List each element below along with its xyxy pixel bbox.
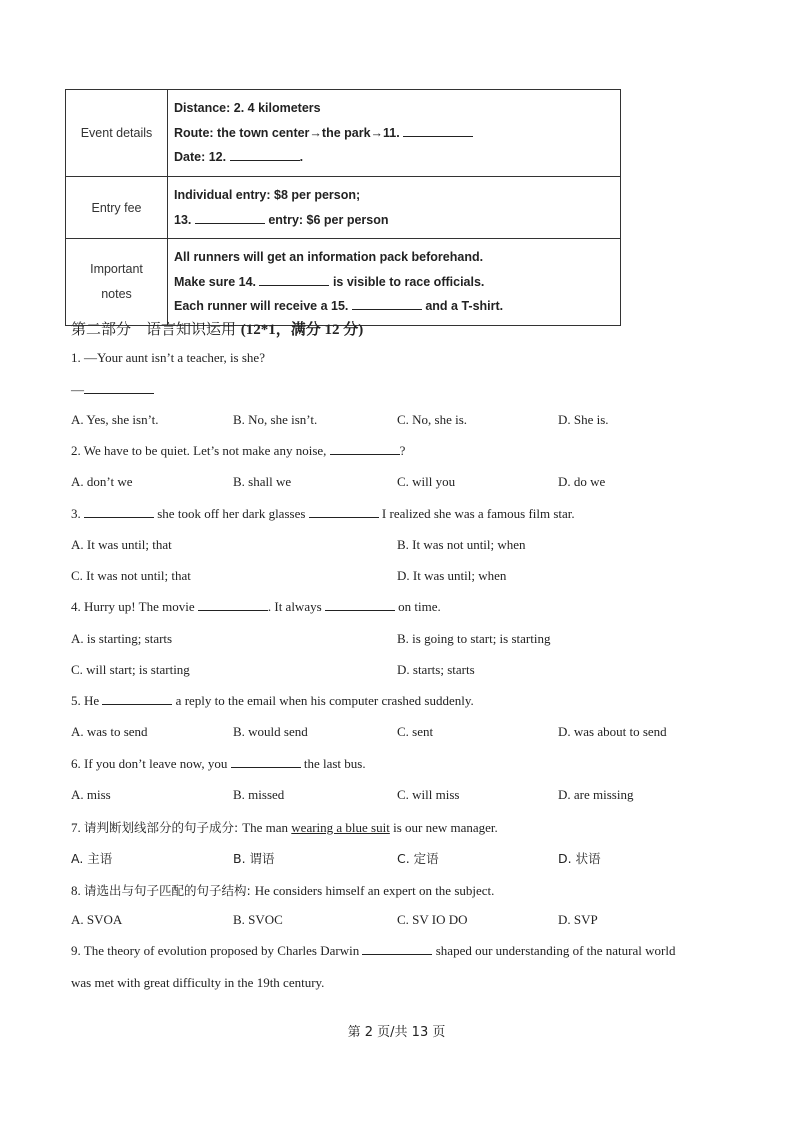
row-label: Important notes [66,239,168,326]
option-a[interactable]: A. miss [71,787,111,802]
option-d[interactable]: D. It was until; when [397,568,507,583]
option-b[interactable]: B. missed [233,787,285,802]
option-b[interactable]: B. is going to start; is starting [397,631,551,646]
option-c[interactable]: C. It was not until; that [71,568,191,583]
row-label: Entry fee [66,177,168,239]
table-line: Individual entry: $8 per person; [174,188,361,202]
question-3-stem: 3. she took off her dark glasses I realized she was a famous film star. [71,506,575,521]
question-5-stem: 5. He a reply to the email when his computer crashed suddenly. [71,693,474,708]
question-4-stem: 4. Hurry up! The movie . It always on time. [71,599,441,614]
answer-blank[interactable] [325,599,395,611]
question-9-stem: 9. The theory of evolution proposed by Charles Darwin shaped our understanding of the natural world [71,943,676,958]
row-content [168,90,621,177]
option-c[interactable]: C. will miss [397,787,460,802]
option-c[interactable]: C. SV IO DO [397,912,468,927]
table-line: Route: the town center→the park→11. [174,121,614,146]
option-a[interactable]: A. was to send [71,724,148,739]
option-c[interactable]: C. will you [397,474,456,489]
option-b[interactable]: B. It was not until; when [397,537,526,552]
answer-blank[interactable] [231,756,301,768]
option-d[interactable]: D. starts; starts [397,662,475,677]
answer-blank[interactable] [309,506,379,518]
option-d[interactable]: D. She is. [558,412,609,427]
option-d[interactable]: D. are missing [558,787,634,802]
question-9-stem-line2: was met with great difficulty in the 19th century. [71,975,325,990]
option-a[interactable]: A. don’t we [71,474,133,489]
option-b[interactable]: B. No, she isn’t. [233,412,318,427]
table-line: Distance: 2. 4 kilometers [174,101,321,116]
answer-blank[interactable] [362,943,432,955]
option-b[interactable]: B. 谓语 [233,851,275,866]
option-b[interactable]: B. shall we [233,474,292,489]
row-label: Event details [66,90,168,177]
section-heading: 第二部分 语言知识运用 (12*1，满分 12 分) [71,320,364,338]
option-d[interactable]: D. do we [558,474,606,489]
option-c[interactable]: C. 定语 [397,851,439,866]
row-content [168,239,621,326]
table-row [66,90,621,177]
option-a[interactable]: A. SVOA [71,912,123,927]
option-a[interactable]: A. Yes, she isn’t. [71,412,159,427]
answer-blank-15[interactable] [352,298,422,310]
option-a[interactable]: A. is starting; starts [71,631,173,646]
answer-blank[interactable] [84,506,154,518]
row-content [168,177,621,239]
underlined-phrase: wearing a blue suit [291,820,390,835]
option-d[interactable]: D. 状语 [558,851,601,866]
table-line: Date: 12. . [174,150,304,165]
option-b[interactable]: B. SVOC [233,912,283,927]
answer-blank[interactable] [84,382,154,394]
table-line: Make sure 14. is visible to race officials. [174,274,485,289]
table-row [66,177,621,239]
option-a[interactable]: A. It was until; that [71,537,172,552]
answer-blank[interactable] [198,599,268,611]
question-1-stem: 1. —Your aunt isn’t a teacher, is she? [71,350,265,365]
answer-blank-13[interactable] [195,212,265,224]
answer-blank-14[interactable] [259,274,329,286]
question-8-stem: 8. 请选出与句子匹配的句子结构: He considers himself an expert on the subject. [71,883,495,898]
answer-blank-11[interactable] [403,125,473,137]
option-d[interactable]: D. SVP [558,912,598,927]
table-line: All runners will get an information pack beforehand. [174,250,484,265]
event-info-table [65,89,621,326]
option-b[interactable]: B. would send [233,724,308,739]
table-row [66,239,621,326]
table-line: 13. entry: $6 per person [174,212,389,227]
answer-blank[interactable] [102,693,172,705]
option-a[interactable]: A. 主语 [71,851,113,866]
answer-blank-12[interactable] [230,149,300,161]
option-c[interactable]: C. sent [397,724,434,739]
option-c[interactable]: C. No, she is. [397,412,468,427]
question-6-stem: 6. If you don’t leave now, you the last bus. [71,756,366,771]
answer-blank[interactable] [330,443,400,455]
page-number: 第 2 页/共 13 页 [347,1025,446,1040]
question-1-answer-line: — [71,382,154,398]
question-2-stem: 2. We have to be quiet. Let’s not make any noise, ? [71,443,406,458]
option-c[interactable]: C. will start; is starting [71,662,190,677]
table-line: Each runner will receive a 15. and a T-shirt. [174,299,504,314]
question-7-stem: 7. 请判断划线部分的句子成分: The man wearing a blue suit is our new manager. [71,820,498,835]
option-d[interactable]: D. was about to send [558,724,667,739]
